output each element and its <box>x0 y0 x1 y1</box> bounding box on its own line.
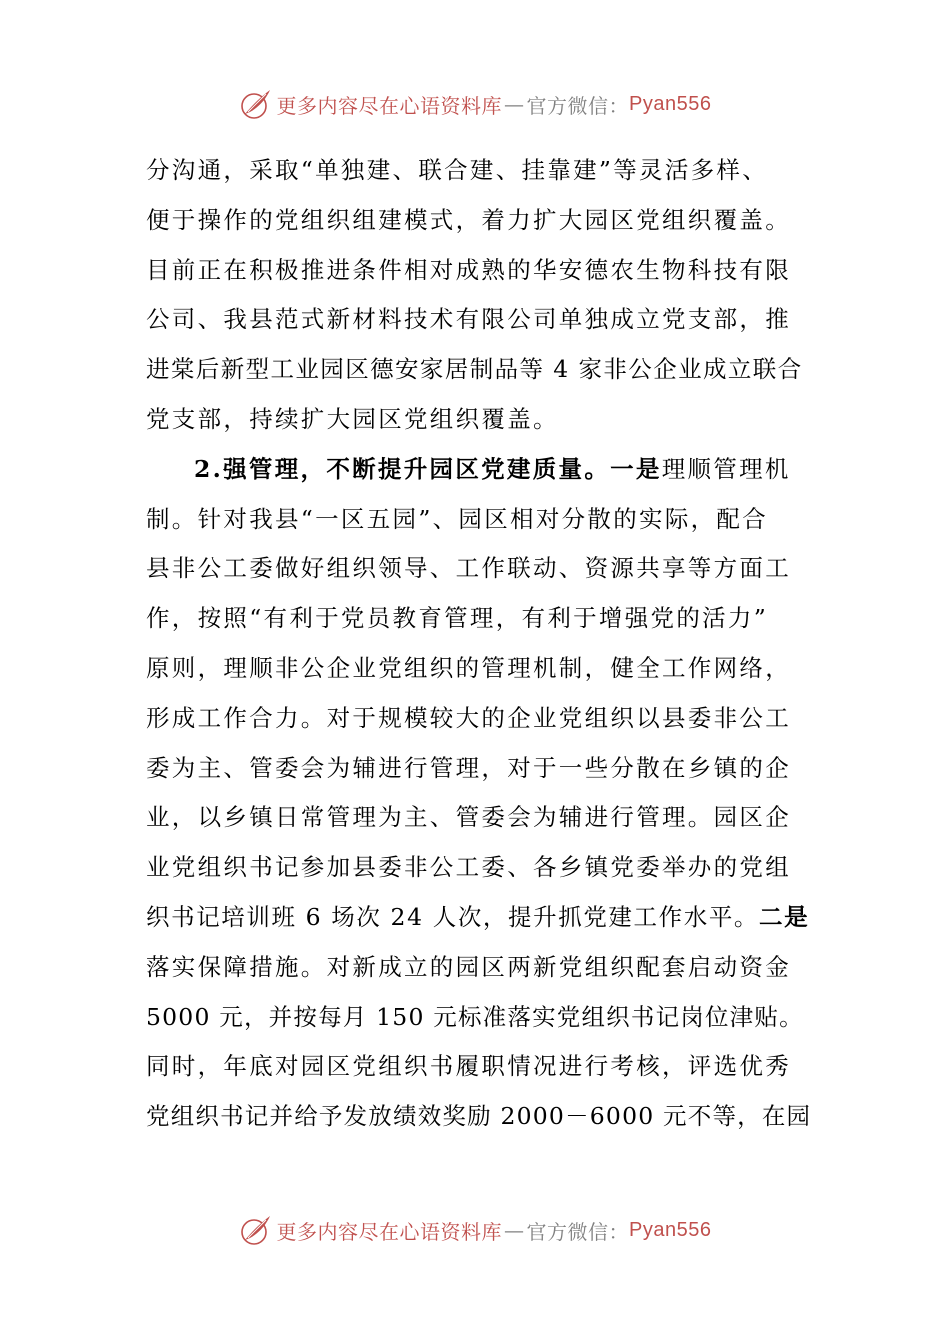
quill-logo-icon <box>239 87 273 121</box>
watermark-dash: — <box>504 92 525 116</box>
footer-watermark <box>0 1208 950 1252</box>
text-line: 业，以乡镇日常管理为主、管委会为辅进行管理。园区企 <box>146 803 791 832</box>
text-line: 县非公工委做好组织领导、工作联动、资源共享等方面工 <box>146 554 791 583</box>
text-line: 便于操作的党组织组建模式，着力扩大园区党组织覆盖。 <box>146 205 791 234</box>
text-line: 分沟通，采取“单独建、联合建、挂靠建”等灵活多样、 <box>146 156 769 184</box>
watermark-dash: — <box>504 1218 525 1242</box>
text-span: 理顺管理机 <box>661 454 791 483</box>
text-line: 原则，理顺非公企业党组织的管理机制，健全工作网络， <box>146 653 791 682</box>
text-line: 作，按照“有利于党员教育管理，有利于增强党的活力” <box>146 604 769 633</box>
text-line: 委为主、管委会为辅进行管理，对于一些分散在乡镇的企 <box>146 753 791 782</box>
text-line: 5000 元，并按每月 150 元标准落实党组织书记岗位津贴。 <box>146 1002 804 1031</box>
watermark-wechat-label: 官方微信： <box>526 93 630 118</box>
text-line: 公司、我县范式新材料技术有限公司单独成立党支部，推 <box>146 305 791 334</box>
text-line: 党支部，持续扩大园区党组织覆盖。 <box>146 404 559 433</box>
watermark-wechat-id: Pyan556 <box>629 1218 712 1241</box>
text-line: 目前正在积极推进条件相对成熟的华安德农生物科技有限 <box>146 255 791 284</box>
quill-logo-icon <box>239 1213 273 1247</box>
text-line: 党组织书记并给予发放绩效奖励 2000－6000 元不等，在园 <box>146 1102 812 1131</box>
watermark-brand: 更多内容尽在心语资料库 <box>276 93 503 118</box>
text-line: 同时，年底对园区党组织书履职情况进行考核，评选优秀 <box>146 1052 791 1081</box>
text-line: 进棠后新型工业园区德安家居制品等 4 家非公企业成立联合 <box>146 355 803 384</box>
text-span: 织书记培训班 6 场次 24 人次，提升抓党建工作水平。 <box>146 902 760 931</box>
text-line: 形成工作合力。对于规模较大的企业党组织以县委非公工 <box>146 703 791 732</box>
text-line: 业党组织书记参加县委非公工委、各乡镇党委举办的党组 <box>146 853 791 882</box>
watermark-wechat-label: 官方微信： <box>526 1219 630 1244</box>
document-body <box>146 146 816 1142</box>
section-heading: 2.强管理，不断提升园区党建质量。一是 <box>194 454 662 483</box>
watermark-wechat-id: Pyan556 <box>629 92 712 115</box>
watermark-brand: 更多内容尽在心语资料库 <box>276 1219 503 1244</box>
section-heading-line <box>146 445 816 495</box>
header-watermark <box>0 82 950 126</box>
text-line <box>146 893 816 943</box>
text-line: 落实保障措施。对新成立的园区两新党组织配套启动资金 <box>146 952 791 981</box>
subpoint-marker: 二是 <box>759 902 810 931</box>
text-line: 制。针对我县“一区五园”、园区相对分散的实际，配合 <box>146 504 769 533</box>
